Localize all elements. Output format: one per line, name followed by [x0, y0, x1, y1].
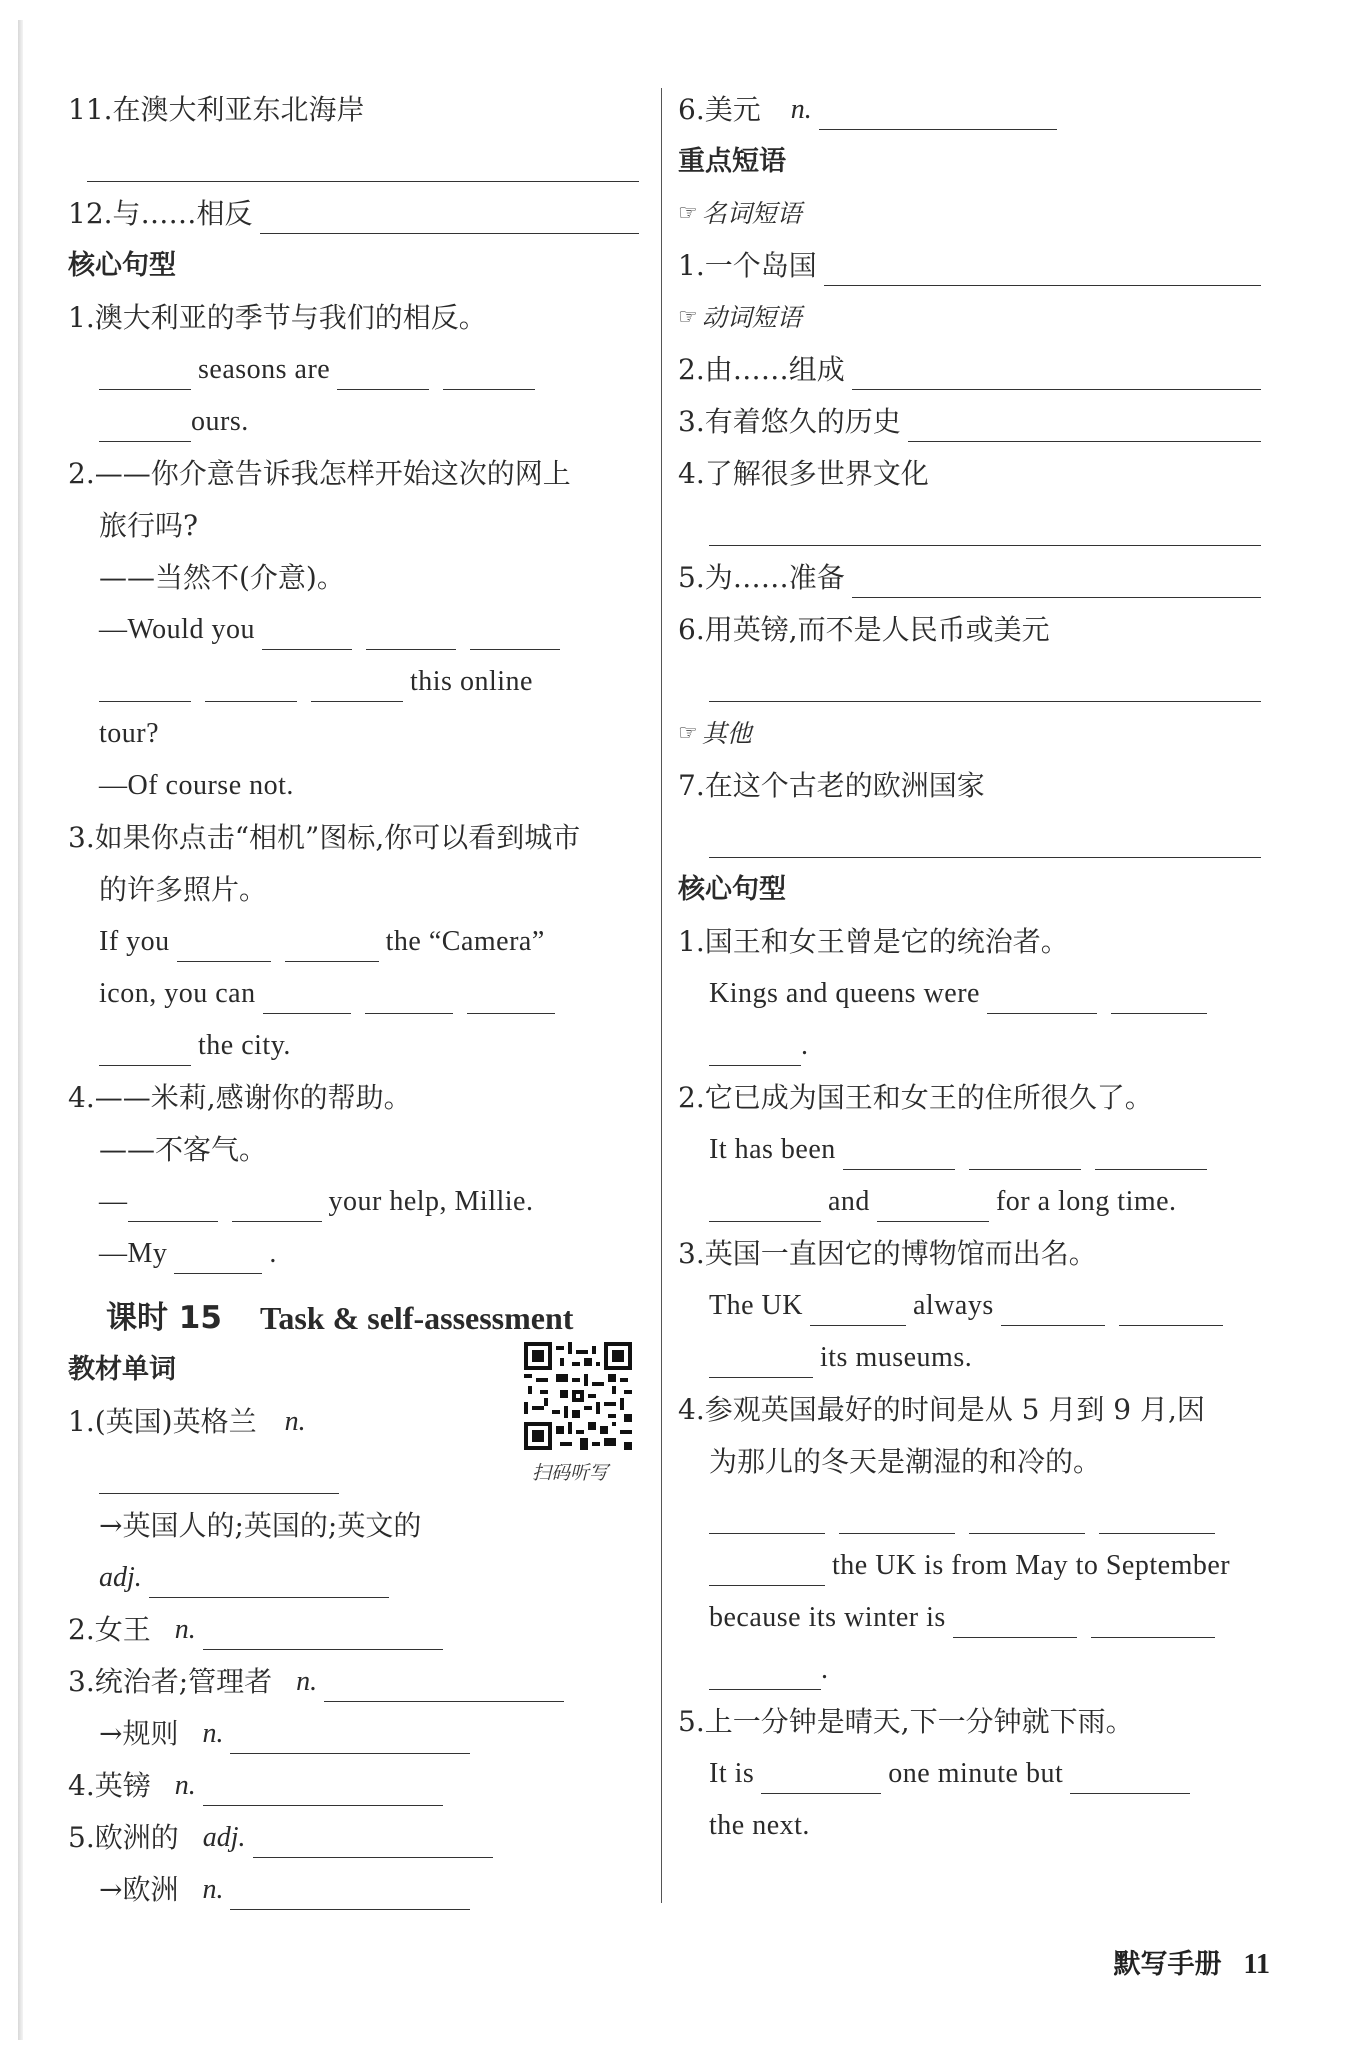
sentence-r1-line-1: Kings and queens were	[678, 962, 1268, 1014]
word-2: 2. 女王 n.	[68, 1598, 646, 1650]
answer-blank[interactable]	[99, 1035, 191, 1066]
answer-blank[interactable]	[843, 1139, 955, 1170]
answer-blank[interactable]	[987, 983, 1097, 1014]
sentence-1-line-2: ours.	[68, 390, 646, 442]
sentence-3-line-1: If you the “Camera”	[68, 910, 646, 962]
vocab-item-6: 6. 美元 n.	[678, 78, 1268, 130]
subheading-other-phrases: ☞ 其他	[678, 702, 1268, 754]
answer-blank[interactable]	[203, 1619, 443, 1650]
answer-blank[interactable]	[819, 99, 1057, 130]
sentence-3-prompt: 3. 如果你点击“相机”图标,你可以看到城市	[68, 821, 581, 854]
answer-blank[interactable]	[709, 827, 1261, 858]
answer-blank[interactable]	[87, 151, 639, 182]
sentence-r2-prompt: 2. 它已成为国王和女王的住所很久了。	[678, 1081, 1153, 1114]
answer-blank[interactable]	[128, 1191, 218, 1222]
sentence-r4-line-1	[678, 1482, 1268, 1534]
vocab-item-12: 12. 与……相反	[68, 182, 646, 234]
sentence-4-reply: ——不客气。	[99, 1133, 268, 1166]
answer-blank[interactable]	[230, 1879, 470, 1910]
answer-blank[interactable]	[149, 1567, 389, 1598]
answer-blank[interactable]	[205, 671, 297, 702]
answer-blank[interactable]	[709, 1555, 825, 1586]
left-column	[68, 78, 646, 1910]
word-3: 3. 统治者;管理者 n.	[68, 1650, 646, 1702]
sentence-r1-prompt: 1. 国王和女王曾是它的统治者。	[678, 925, 1069, 958]
answer-blank[interactable]	[709, 1347, 813, 1378]
word-4: 4. 英镑 n.	[68, 1754, 646, 1806]
section-heading-textbook-words: 教材单词	[68, 1354, 176, 1385]
answer-blank[interactable]	[1119, 1295, 1223, 1326]
word-1-derivative-answer: adj.	[68, 1546, 646, 1598]
answer-blank[interactable]	[709, 671, 1261, 702]
word-1-derivative: →英国人的;英国的;英文的	[99, 1509, 422, 1542]
word-3-derivative: →规则 n.	[68, 1702, 646, 1754]
page-number: 11	[1243, 1949, 1270, 1980]
phrase-5: 5. 为……准备	[678, 546, 1268, 598]
sentence-r3-prompt: 3. 英国一直因它的博物馆而出名。	[678, 1237, 1097, 1270]
book-title: 默写手册	[1113, 1949, 1222, 1980]
vocab-item-11: 11. 在澳大利亚东北海岸	[68, 93, 365, 126]
phrase-1: 1. 一个岛国	[678, 234, 1268, 286]
answer-blank[interactable]	[1070, 1763, 1190, 1794]
sentence-1-prompt: 1. 澳大利亚的季节与我们的相反。	[68, 301, 487, 334]
answer-blank[interactable]	[285, 931, 379, 962]
pointing-hand-icon: ☞	[678, 721, 698, 746]
answer-blank[interactable]	[324, 1671, 564, 1702]
answer-blank[interactable]	[953, 1607, 1077, 1638]
answer-blank[interactable]	[99, 1463, 339, 1494]
sentence-r4-prompt-cont: 为那儿的冬天是潮湿的和冷的。	[709, 1445, 1102, 1478]
answer-blank[interactable]	[99, 359, 191, 390]
answer-blank[interactable]	[810, 1295, 906, 1326]
answer-blank[interactable]	[852, 567, 1261, 598]
sentence-r5-line-2: the next.	[709, 1810, 810, 1841]
section-heading-key-phrases: 重点短语	[678, 146, 786, 177]
answer-blank[interactable]	[761, 1763, 881, 1794]
pointing-hand-icon: ☞	[678, 305, 698, 330]
right-column	[678, 78, 1268, 1846]
answer-blank[interactable]	[1001, 1295, 1105, 1326]
sentence-3-line-2: icon, you can	[68, 962, 646, 1014]
section-heading-core-sentences: 核心句型	[68, 250, 176, 281]
sentence-4-line-1: — your help, Millie.	[68, 1170, 646, 1222]
answer-blank[interactable]	[709, 515, 1261, 546]
phrase-3: 3. 有着悠久的历史	[678, 390, 1268, 442]
phrase-7-answer	[678, 806, 1268, 858]
sentence-r3-line-2: its museums.	[678, 1326, 1268, 1378]
sentence-r2-line-2: and for a long time.	[678, 1170, 1268, 1222]
answer-blank[interactable]	[311, 671, 403, 702]
sentence-r4-line-3: because its winter is	[678, 1586, 1268, 1638]
word-1: 1. (英国)英格兰 n.	[68, 1405, 306, 1438]
answer-blank[interactable]	[260, 203, 639, 234]
answer-blank[interactable]	[174, 1243, 262, 1274]
answer-blank[interactable]	[99, 671, 191, 702]
lesson-number: 课时 15	[106, 1300, 222, 1336]
sentence-2-line-4: —Of course not.	[99, 770, 294, 801]
sentence-r5-line-1: It is one minute but	[678, 1742, 1268, 1794]
sentence-r3-line-1: The UK always	[678, 1274, 1268, 1326]
sentence-2-line-3: tour?	[99, 718, 160, 749]
answer-blank[interactable]	[262, 619, 352, 650]
word-5: 5. 欧洲的 adj.	[68, 1806, 646, 1858]
sentence-4-line-2: —My .	[68, 1222, 646, 1274]
answer-blank[interactable]	[969, 1139, 1081, 1170]
answer-blank[interactable]	[1091, 1607, 1215, 1638]
answer-blank[interactable]	[232, 1191, 322, 1222]
phrase-4: 4. 了解很多世界文化	[678, 457, 929, 490]
answer-blank[interactable]	[467, 983, 555, 1014]
phrase-6-answer	[678, 650, 1268, 702]
vocab-item-11-answer	[68, 130, 646, 182]
pointing-hand-icon: ☞	[678, 201, 698, 226]
answer-blank[interactable]	[177, 931, 271, 962]
phrase-2: 2. 由……组成	[678, 338, 1268, 390]
answer-blank[interactable]	[1099, 1503, 1215, 1534]
answer-blank[interactable]	[709, 1035, 801, 1066]
answer-blank[interactable]	[203, 1775, 443, 1806]
section-heading-core-sentences-2: 核心句型	[678, 874, 786, 905]
phrase-6: 6. 用英镑,而不是人民币或美元	[678, 613, 1050, 646]
answer-blank[interactable]	[852, 359, 1261, 390]
answer-blank[interactable]	[443, 359, 535, 390]
sentence-r5-prompt: 5. 上一分钟是晴天,下一分钟就下雨。	[678, 1705, 1134, 1738]
lesson-title: Task & self-assessment	[259, 1300, 574, 1336]
answer-blank[interactable]	[709, 1659, 821, 1690]
qr-caption: 扫码听写	[532, 1462, 609, 1484]
sentence-3-prompt-cont: 的许多照片。	[99, 873, 268, 906]
sentence-r1-line-2: .	[678, 1014, 1268, 1066]
sentence-2-reply: ——当然不(介意)。	[99, 561, 345, 594]
word-5-derivative: →欧洲 n.	[68, 1858, 646, 1910]
answer-blank[interactable]	[337, 359, 429, 390]
answer-blank[interactable]	[470, 619, 560, 650]
answer-blank[interactable]	[1111, 983, 1207, 1014]
answer-blank[interactable]	[253, 1827, 493, 1858]
sentence-r4-line-4: .	[678, 1638, 1268, 1690]
answer-blank[interactable]	[969, 1503, 1085, 1534]
answer-blank[interactable]	[877, 1191, 989, 1222]
sentence-3-line-3: the city.	[68, 1014, 646, 1066]
sentence-r2-line-1: It has been	[678, 1118, 1268, 1170]
sentence-2-prompt: 2. ——你介意告诉我怎样开始这次的网上	[68, 457, 571, 490]
sentence-1-line-1: seasons are	[68, 338, 646, 390]
column-divider	[661, 88, 662, 1903]
answer-blank[interactable]	[366, 619, 456, 650]
sentence-2-line-1: —Would you	[68, 598, 646, 650]
answer-blank[interactable]	[365, 983, 453, 1014]
answer-blank[interactable]	[1095, 1139, 1207, 1170]
answer-blank[interactable]	[709, 1503, 825, 1534]
answer-blank[interactable]	[263, 983, 351, 1014]
subheading-noun-phrases: ☞ 名词短语	[678, 182, 1268, 234]
sentence-r4-line-2: the UK is from May to September	[678, 1534, 1268, 1586]
lesson-header	[68, 1274, 646, 1338]
sentence-2-line-2: this online	[68, 650, 646, 702]
sentence-r4-prompt: 4. 参观英国最好的时间是从 5 月到 9 月,因	[678, 1393, 1205, 1426]
qr-code-icon[interactable]	[524, 1342, 632, 1450]
answer-blank[interactable]	[99, 411, 191, 442]
answer-blank[interactable]	[908, 411, 1261, 442]
answer-blank[interactable]	[709, 1191, 821, 1222]
sentence-2-prompt-cont: 旅行吗?	[99, 509, 199, 542]
page-edge-shadow	[18, 20, 23, 2040]
sentence-4-prompt: 4. ——米莉,感谢你的帮助。	[68, 1081, 412, 1114]
phrase-4-answer	[678, 494, 1268, 546]
subheading-verb-phrases: ☞ 动词短语	[678, 286, 1268, 338]
page-footer	[1114, 1942, 1270, 1981]
answer-blank[interactable]	[824, 255, 1261, 286]
answer-blank[interactable]	[230, 1723, 470, 1754]
phrase-7: 7. 在这个古老的欧洲国家	[678, 769, 985, 802]
answer-blank[interactable]	[839, 1503, 955, 1534]
